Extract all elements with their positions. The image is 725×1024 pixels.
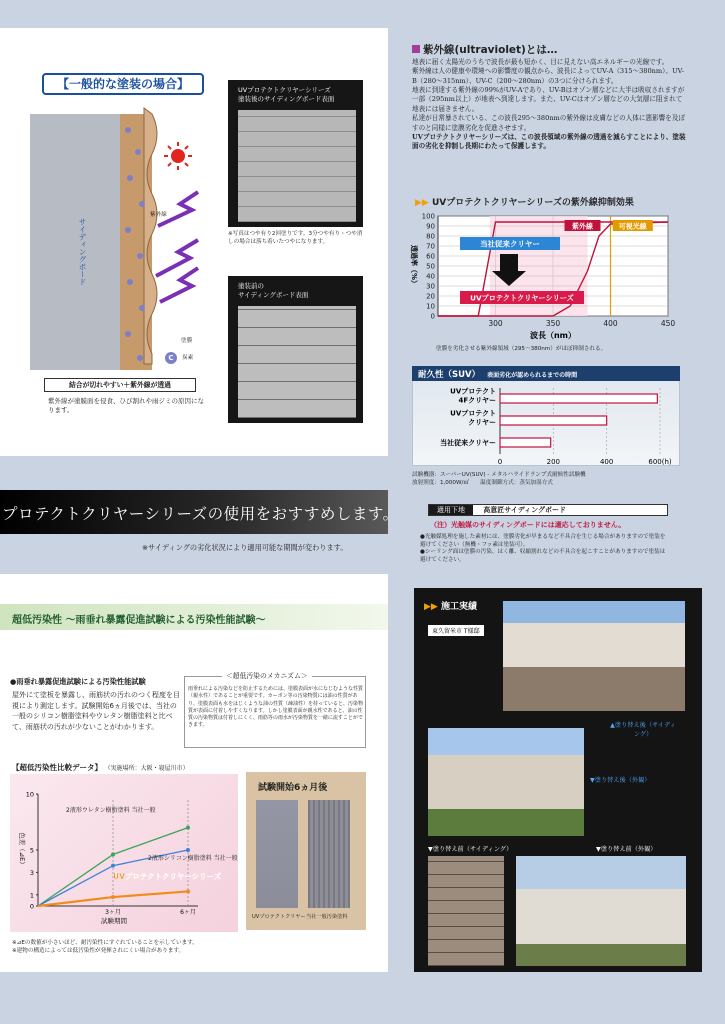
stain-y-tick-label: 1 xyxy=(29,891,34,900)
durability-bar xyxy=(500,438,551,447)
uv-chart-title-text: UVプロテクトクリヤーシリーズの紫外線抑制効果 xyxy=(431,198,634,208)
durability-category-label: UVプロテクト xyxy=(450,409,496,418)
footnote-2: ※建物の構造によっては低汚染性が発揮されにくい場合があります。 xyxy=(12,947,185,954)
stain-y-tick-label: 5 xyxy=(29,846,34,855)
silicone-label: 2液形シリコン樹脂塗料 当社一般 xyxy=(148,855,238,863)
comparison-title xyxy=(12,762,189,773)
comparison-title-text: 【超低汚染性比較データ】 xyxy=(12,763,102,772)
after-exterior-label: ▼塗り替え後（外観） xyxy=(590,777,651,784)
mechanism-body: 雨垂れによる汚染などを防止するためには、塗膜表面が水になじむような性質（親水性）であることが重要です。カーボン等の汚染物質には油の性質があり、塗膜表面も水をはじくような油の性質（疎油性）を持っていると、汚染物質が表面に付着しやすくなります。しかし塗膜表面が親水性であると、油の性質の汚染物質は付着しにくく、雨筋等の雨水が汚染物質を一緒に流すことができます。 xyxy=(188,686,364,729)
uv-chart-caption: 塗膜を劣化させる紫外線領域（295～380nm）がほぼ抑制される。 xyxy=(436,346,607,352)
applicable-row xyxy=(428,504,668,516)
after-siding-photo xyxy=(503,601,685,711)
stain-x-tick-label: 3ヶ月 xyxy=(105,909,121,916)
after-coating-note: ※写真はつや有り2回塗りです。3分つや有り・つや消しの場合は落ち着いたつやになります。 xyxy=(228,231,363,245)
durability-x-tick-label: 0 xyxy=(497,458,503,466)
durability-subtitle: 表面劣化が認められるまでの時間 xyxy=(487,372,578,379)
uv-chart-title xyxy=(415,195,634,208)
recommendation-note: ※サイディングの劣化状況により適用可能な期間が変わります。 xyxy=(142,543,348,552)
uv-heading xyxy=(412,42,557,57)
uv-y-tick-label: 90 xyxy=(426,222,435,231)
uv-x-tick-label: 300 xyxy=(488,319,503,328)
after-coating-title xyxy=(238,86,334,104)
durability-category-label: 当社従来クリヤー xyxy=(440,439,496,447)
applicable-label: 適用下地 xyxy=(429,505,473,515)
uv-y-tick-label: 80 xyxy=(426,232,435,241)
results-title xyxy=(424,599,477,612)
arrow-marker: ▶▶ xyxy=(415,198,429,208)
durability-bar xyxy=(500,416,607,425)
durability-x-tick-label: 200 xyxy=(546,458,561,466)
applicable-value: 高意匠サイディングボード xyxy=(483,506,567,514)
test-info-line2: 放射照度：1,000W/㎡ 温度制御方式：蒸気加湿方式 xyxy=(412,479,553,486)
carbon-label: 炭素 xyxy=(182,355,194,361)
test-info-line1: 試験機器：スーパーUV(SUV) - メタルハライドランプ式耐候性試験機 xyxy=(412,472,586,478)
uv-protect-label: UVプロテクトクリヤーシリーズ xyxy=(470,293,574,303)
mechanism-title: ＜超低汚染のメカニズム＞ xyxy=(222,670,312,680)
uv-sample-panel xyxy=(256,800,298,908)
after-title-line2: 塗装後のサイディングボード表面 xyxy=(238,94,335,103)
uv-body-p2: 紫外線は人の健康や環境への影響度の観点から、波長によってUV-A（315～380nm）、UV-B（280～315nm）、UV-C（200～280nm）の3つに分けられます。 xyxy=(412,67,685,85)
before-exterior-photo xyxy=(516,856,686,966)
stain-point xyxy=(186,826,190,830)
uv-y-tick-label: 30 xyxy=(426,282,435,291)
after-coating-photo xyxy=(238,110,356,222)
uv-body-p4: 私達が日常暴されている、この波長295～380nmの紫外線は皮膚などの人体に悪影響を及ぼすのと同様に塗膜劣化を促進させます。 xyxy=(412,114,686,132)
stain-point xyxy=(111,864,115,868)
uv-y-tick-label: 50 xyxy=(426,262,435,271)
stain-point xyxy=(186,848,190,852)
six-month-title: 試験開始6ヵ月後 xyxy=(258,783,328,793)
conventional-label: 当社従来クリヤー xyxy=(480,239,540,249)
durability-chart xyxy=(412,382,680,466)
durability-title xyxy=(418,368,577,380)
visible-region-text: 可視光線 xyxy=(618,222,647,231)
recommendation-text: プロテクトクリヤーシリーズの使用をおすすめします。 xyxy=(2,505,399,523)
uv-body-p3: 地表に到達する紫外線の99%がUV-Aであり、UV-Bはオゾン層などに大半は吸収されますが一部（295nm以上）が地表へ到達します。また、UV-Cはオゾン層などの大気層に阻まれて地表には届きません。 xyxy=(412,86,685,113)
stain-point xyxy=(186,889,190,893)
stain-y-tick-label: 0 xyxy=(29,902,34,911)
general-coating-title: 【一般的な塗装の場合】 xyxy=(42,73,204,95)
stain-point xyxy=(111,895,115,899)
test-info xyxy=(412,472,586,487)
uv-body xyxy=(412,58,688,152)
siding-label: サイディングボード xyxy=(78,218,87,286)
uv-body-p5: UVプロテクトクリヤーシリーズは、この波長領域の紫外線の透過を減らすことにより、塗装面の劣化を抑制し長期にわたって保護します。 xyxy=(412,132,686,151)
before-title-line2: サイディングボード表面 xyxy=(238,290,309,299)
uv-y-tick-label: 0 xyxy=(430,312,435,321)
stain-point xyxy=(111,852,115,856)
rain-test-body: 屋外にて塗板を暴露し、雨筋状の汚れのつく程度を目視により測定します。試験開始6ヵ月後では、当社の一般のシリコン樹脂塗料やウレタン樹脂塗料と比べて、雨筋状の汚れが少ないことがわかります。 xyxy=(12,691,180,731)
photocatalyst-warning: （注）光触媒のサイディングボードには適応しておりません。 xyxy=(430,521,626,529)
uv-sample-label: UVプロテクトクリヤー xyxy=(252,914,306,920)
before-title-line1: 塗装前の xyxy=(238,282,264,290)
weak-bond-caption: 紫外線が塗膜面を侵食、ひび割れや雨ジミの原因になります。 xyxy=(48,397,204,414)
application-note-1: ●光触媒処理を施した素材には、塗膜劣化が早まるなど不具合を生じる場合がありますので塗装を避けてください（無機・フッ素は塗装可）。 xyxy=(420,534,666,548)
before-siding-label: ▼塗り替え前（サイディング） xyxy=(428,846,513,853)
before-coating-photo xyxy=(238,306,356,418)
urethane-label: 2液形ウレタン樹脂塗料 当社一般 xyxy=(66,806,156,814)
durability-x-tick-label: 400 xyxy=(599,458,614,466)
uv-x-tick-label: 450 xyxy=(660,319,676,328)
before-exterior-label: ▼塗り替え前（外観） xyxy=(596,846,657,853)
carbon-icon: C xyxy=(165,352,177,364)
durability-category-label: 4Fクリヤー xyxy=(458,396,496,405)
results-location: 東久留米市 T様邸 xyxy=(428,625,484,636)
stain-y-axis-label: 色差（⊿E） xyxy=(18,832,26,868)
uv-y-tick-label: 60 xyxy=(426,252,435,261)
application-note-2: ●シーリング面は塗膜の汚染、はく離、収縮割れなどの不具合を起こすことがありますので塗装は避けてください。 xyxy=(420,549,666,563)
uv-suppression-chart xyxy=(398,208,686,342)
uv-y-tick-label: 100 xyxy=(421,212,435,221)
stain-y-tick-label: 10 xyxy=(25,790,34,799)
uv-x-axis-label: 波長（nm） xyxy=(529,331,577,340)
uv-y-tick-label: 40 xyxy=(426,272,435,281)
before-coating-title xyxy=(238,282,308,300)
uv-heading-square xyxy=(412,45,420,53)
application-notes xyxy=(420,534,670,564)
uv-heading-text: 紫外線(ultraviolet)とは… xyxy=(423,44,558,56)
low-stain-footnotes xyxy=(12,940,198,955)
coating-diagram xyxy=(30,100,205,372)
uv-label: 紫外線 xyxy=(150,212,167,218)
comparison-location: （実施場所：大阪・寝屋川市） xyxy=(104,765,189,772)
uv-y-axis-label: 透過率（%） xyxy=(410,244,418,288)
results-title-text: 施工実績 xyxy=(440,602,477,612)
durability-category-label: クリヤー xyxy=(468,418,496,427)
coating-label: 塗膜 xyxy=(181,338,193,344)
stain-x-tick-label: 6ヶ月 xyxy=(180,909,196,916)
uv-region-text: 紫外線 xyxy=(572,222,593,231)
uv-y-tick-label: 20 xyxy=(426,292,435,301)
low-stain-title: 超低汚染性 ～雨垂れ暴露促進試験による汚染性能試験～ xyxy=(12,615,266,626)
uv-x-tick-label: 350 xyxy=(545,319,561,328)
rain-test-heading: ●雨垂れ暴露促進試験による汚染性能試験 xyxy=(10,677,146,686)
footnote-1: ※⊿Eの数値が小さいほど、耐汚染性にすぐれていることを示しています。 xyxy=(12,940,198,946)
uv-body-p1: 地表に届く太陽光のうちで波長が最も短かく、目に見えない高エネルギーの光線です。 xyxy=(412,58,669,66)
durability-x-tick-label: 600(h) xyxy=(648,458,672,466)
uv-y-tick-label: 10 xyxy=(426,302,435,311)
weak-bond-caption-box: 結合が切れやすい＋紫外線が透過 xyxy=(44,378,196,392)
after-siding-label: ▲塗り替え後（サイディング） xyxy=(610,722,676,738)
durability-bar xyxy=(500,394,657,403)
after-exterior-photo xyxy=(428,728,584,836)
results-arrow: ▶▶ xyxy=(424,602,438,612)
standard-sample-label: 当社一般汚染塗料 xyxy=(306,914,348,920)
uv-y-tick-label: 70 xyxy=(426,242,435,251)
after-title-line1: UVプロテクトクリヤーシリーズ xyxy=(238,86,331,94)
uv-x-tick-label: 400 xyxy=(603,319,618,328)
durability-title-text: 耐久性（SUV） xyxy=(418,370,481,380)
before-siding-photo xyxy=(428,856,504,966)
stain-y-tick-label: 3 xyxy=(29,868,34,877)
stain-comparison-chart xyxy=(10,774,238,932)
uv-series-label: UVプロテクトクリヤーシリーズ xyxy=(113,872,222,882)
durability-category-label: UVプロテクト xyxy=(450,387,496,396)
standard-sample-panel xyxy=(308,800,350,908)
stain-x-axis-label: 試験期間 xyxy=(101,917,127,925)
